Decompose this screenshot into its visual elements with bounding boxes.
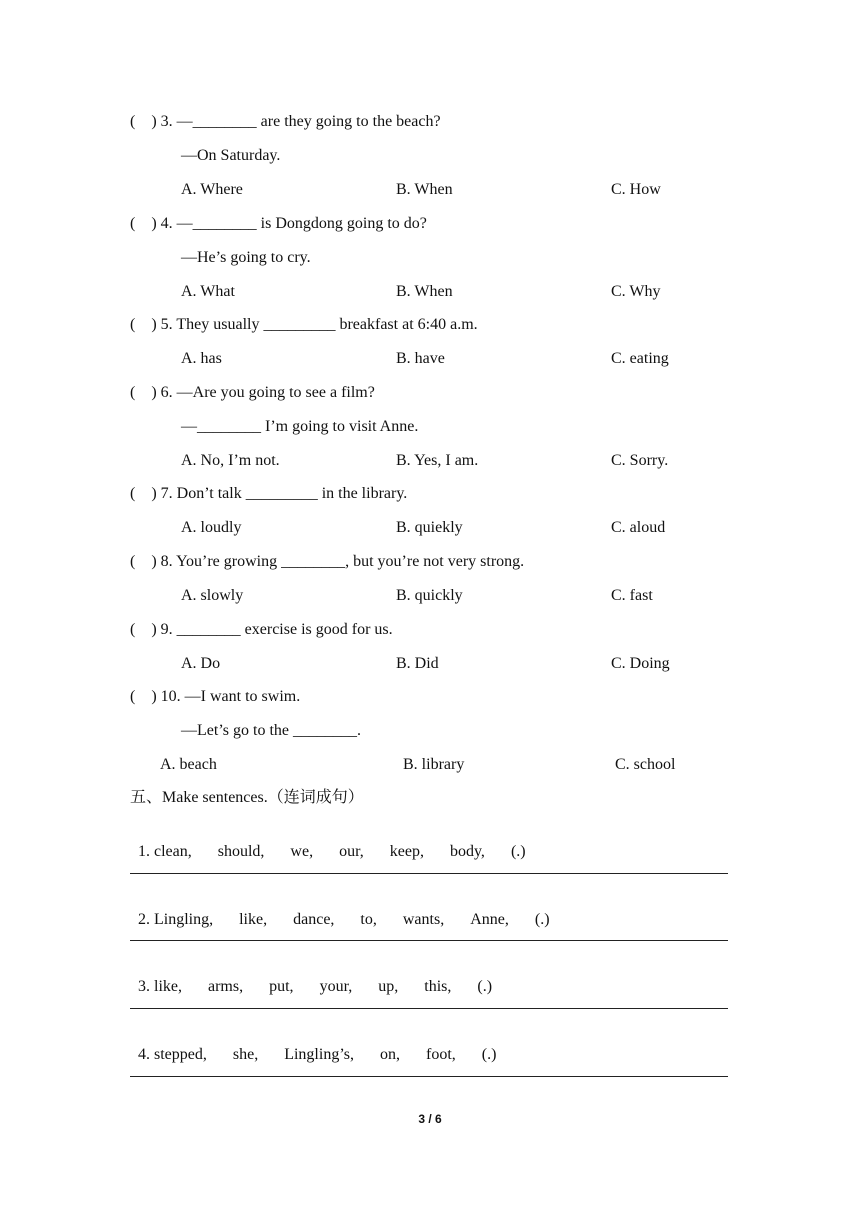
answer-line-4[interactable]	[130, 1076, 728, 1077]
question-6-option-a: A. No, I’m not.	[181, 452, 280, 469]
question-3-stem: ( ) 3. —________ are they going to the beach?	[130, 113, 441, 130]
word: Lingling’s,	[284, 1046, 354, 1063]
word: 3. like,	[138, 978, 182, 995]
question-3-reply: —On Saturday.	[181, 147, 281, 164]
question-8-option-b: B. quickly	[396, 587, 463, 604]
word: (.)	[477, 978, 493, 995]
word: Anne,	[470, 911, 509, 928]
word: (.)	[481, 1046, 497, 1063]
question-4-option-b: B. When	[396, 283, 453, 300]
page-number: 3 / 6	[418, 1112, 442, 1126]
question-10-option-b: B. library	[403, 756, 465, 773]
sentence-1-words	[130, 822, 552, 862]
question-10-option-c: C. school	[615, 756, 676, 773]
question-5-option-b: B. have	[396, 350, 445, 367]
word: she,	[232, 1046, 259, 1063]
word: keep,	[389, 843, 424, 860]
question-3-option-b: B. When	[396, 181, 453, 198]
question-3-option-a: A. Where	[181, 181, 243, 198]
sentence-4-words	[130, 1025, 522, 1065]
section-heading: 五、Make sentences.（连词成句）	[130, 789, 364, 806]
question-9-stem: ( ) 9. ________ exercise is good for us.	[130, 621, 393, 638]
question-7-option-c: C. aloud	[611, 519, 666, 536]
word: your,	[319, 978, 353, 995]
question-4-stem: ( ) 4. —________ is Dongdong going to do?	[130, 215, 427, 232]
question-6-stem: ( ) 6. —Are you going to see a film?	[130, 384, 375, 401]
word: arms,	[208, 978, 244, 995]
word: up,	[378, 978, 399, 995]
question-9-option-a: A. Do	[181, 655, 221, 672]
word: dance,	[293, 911, 335, 928]
question-6-option-b: B. Yes, I am.	[396, 452, 479, 469]
word: 1. clean,	[138, 843, 192, 860]
word: body,	[449, 843, 485, 860]
question-10-stem: ( ) 10. —I want to swim.	[130, 688, 301, 705]
word: (.)	[510, 843, 526, 860]
question-8-stem: ( ) 8. You’re growing ________, but you’re not very strong.	[130, 553, 525, 570]
question-5-stem: ( ) 5. They usually _________ breakfast at 6:40 a.m.	[130, 316, 478, 333]
answer-line-3[interactable]	[130, 1008, 728, 1009]
word: to,	[360, 911, 377, 928]
word: we,	[290, 843, 314, 860]
word: (.)	[534, 911, 550, 928]
question-4-reply: —He’s going to cry.	[181, 249, 311, 266]
word: on,	[379, 1046, 400, 1063]
answer-line-2[interactable]	[130, 940, 728, 941]
question-4-option-c: C. Why	[611, 283, 661, 300]
word: our,	[339, 843, 364, 860]
sentence-3-words	[130, 957, 518, 997]
question-10-reply: —Let’s go to the ________.	[181, 722, 361, 739]
question-4-option-a: A. What	[181, 283, 235, 300]
question-6-reply: —________ I’m going to visit Anne.	[181, 418, 419, 435]
question-10-option-a: A. beach	[160, 756, 217, 773]
question-3-option-c: C. How	[611, 181, 661, 198]
question-5-option-c: C. eating	[611, 350, 669, 367]
word: wants,	[402, 911, 445, 928]
word: 4. stepped,	[138, 1046, 207, 1063]
answer-line-1[interactable]	[130, 873, 728, 874]
word: like,	[239, 911, 268, 928]
question-7-option-a: A. loudly	[181, 519, 242, 536]
question-5-option-a: A. has	[181, 350, 222, 367]
question-7-option-b: B. quiekly	[396, 519, 463, 536]
question-9-option-c: C. Doing	[611, 655, 670, 672]
question-9-option-b: B. Did	[396, 655, 439, 672]
question-6-option-c: C. Sorry.	[611, 452, 669, 469]
word: foot,	[425, 1046, 456, 1063]
word: this,	[424, 978, 452, 995]
word: should,	[217, 843, 265, 860]
word: put,	[269, 978, 294, 995]
question-8-option-c: C. fast	[611, 587, 653, 604]
question-8-option-a: A. slowly	[181, 587, 244, 604]
question-7-stem: ( ) 7. Don’t talk _________ in the library.	[130, 485, 408, 502]
word: 2. Lingling,	[138, 911, 214, 928]
sentence-2-words	[130, 890, 576, 930]
